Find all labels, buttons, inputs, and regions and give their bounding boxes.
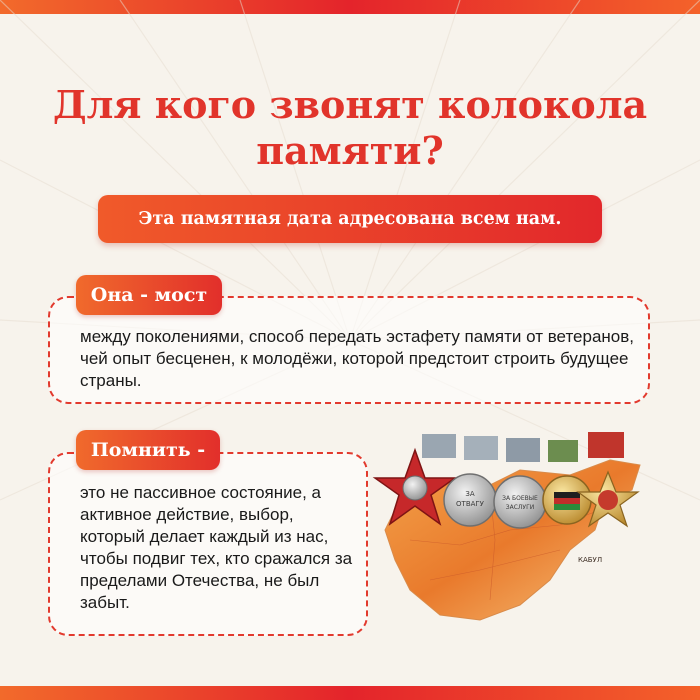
remember-card-tag: Помнить -	[76, 430, 220, 470]
svg-text:ОТВАГУ: ОТВАГУ	[456, 500, 484, 508]
medal-military-merit	[494, 476, 546, 528]
medals-map-illustration	[370, 430, 660, 640]
bridge-card-tag: Она - мост	[76, 275, 222, 315]
svg-text:КАБУЛ: КАБУЛ	[578, 556, 603, 564]
svg-text:ЗА: ЗА	[465, 490, 475, 498]
remember-card-text: это не пассивное состояние, а активное действие, выбор, который делает каждый из нас, чтобы подвиг тех, кто сражался за пределами Отечества, не был забыт.	[80, 483, 353, 612]
subtitle-banner: Эта памятная дата адресована всем нам.	[98, 195, 602, 243]
page-title: Для кого звонят колокола памяти?	[52, 82, 648, 173]
svg-text:ЗА БОЕВЫЕ: ЗА БОЕВЫЕ	[502, 495, 538, 502]
bridge-card-text: между поколениями, способ передать эстафету памяти от ветеранов, чей опыт бесценен, к молодёжи, которой предстоит строить будущее страны.	[80, 327, 634, 390]
bottom-accent-bar	[0, 686, 700, 700]
svg-text:ЗАСЛУГИ: ЗАСЛУГИ	[505, 504, 535, 511]
